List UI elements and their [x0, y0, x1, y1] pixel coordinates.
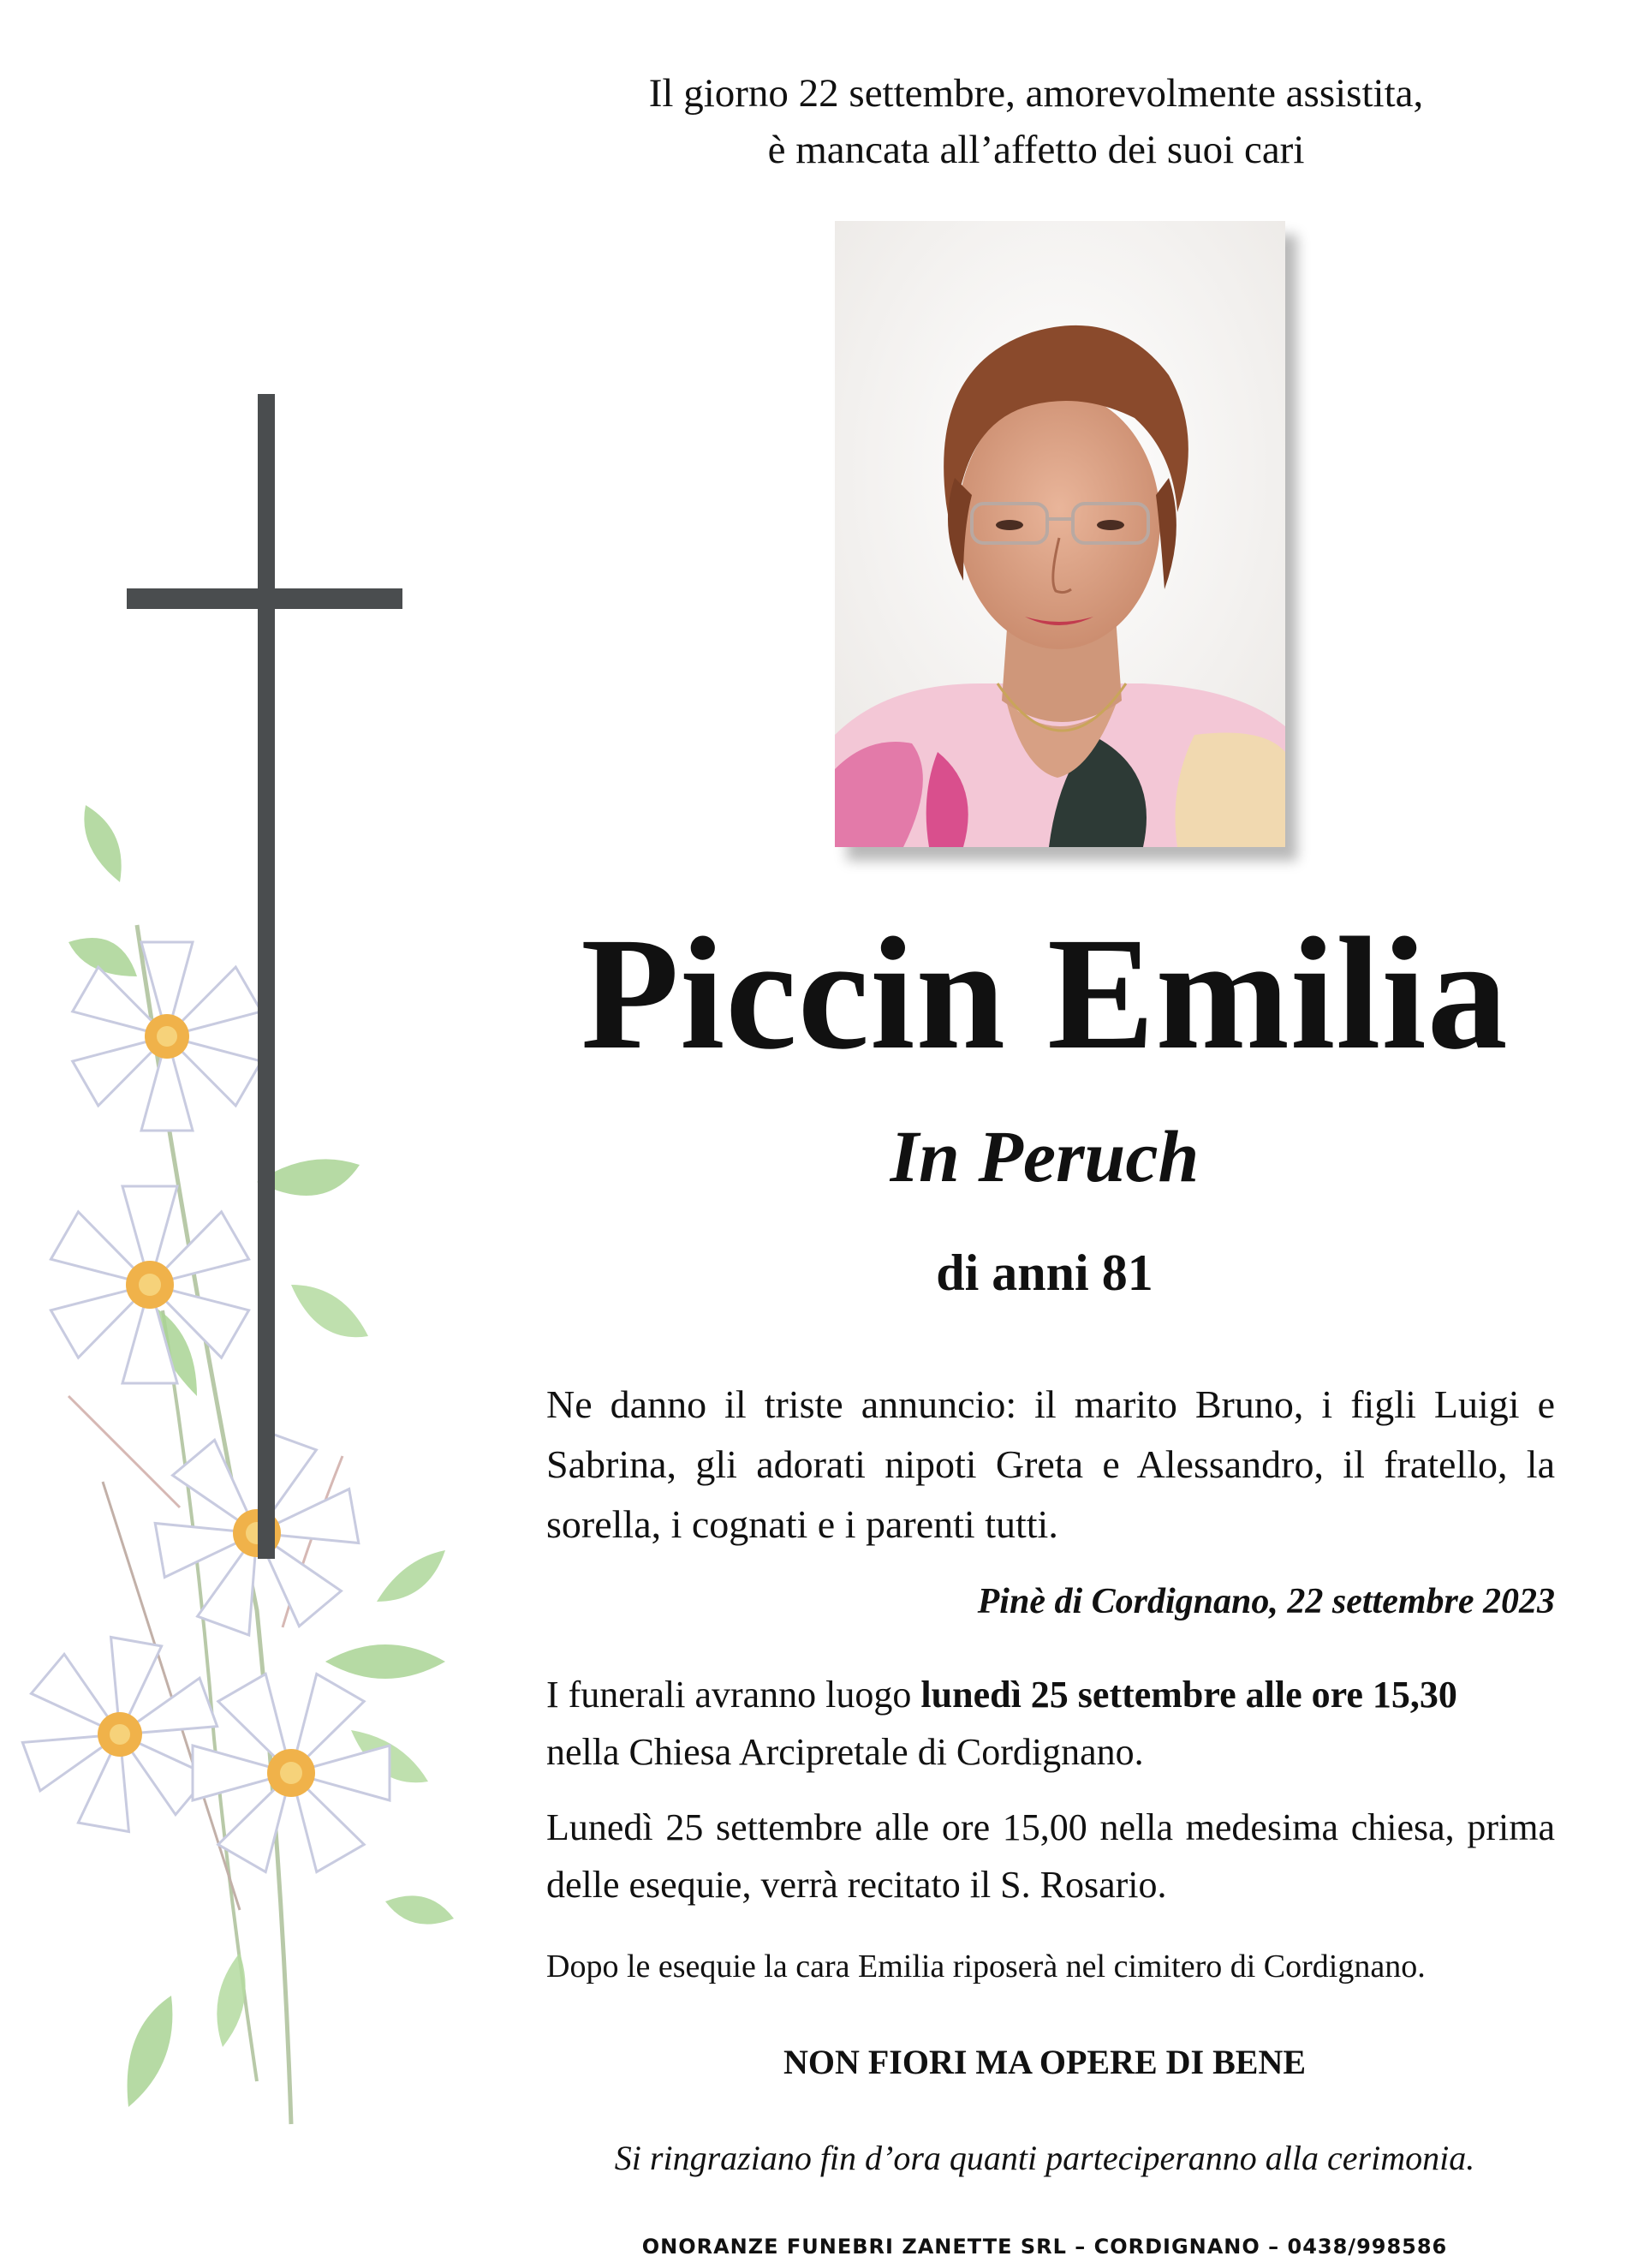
rosary-paragraph: Lunedì 25 settembre alle ore 15,00 nella medesima chiesa, prima delle esequie, verrà recitato il S. Rosario. [546, 1806, 1555, 1906]
intro-line-2: è mancata all’affetto dei suoi cari [767, 128, 1305, 172]
funeral-location: nella Chiesa Arcipretale di Cordignano. [546, 1731, 1144, 1773]
rosary-info [546, 1799, 1555, 1913]
deceased-age: di anni 81 [936, 1244, 1153, 1301]
place-date: Pinè di Cordignano, 22 settembre 2023 [977, 1582, 1555, 1621]
announcement-paragraph: Ne danno il triste annuncio: il marito Bruno, i figli Luigi e Sabrina, gli adorati nipoti Greta e Alessandro, il fratello, la sorella, i cognati e i parenti tutti. [546, 1382, 1555, 1546]
funeral-datetime: lunedì 25 settembre alle ore 15,30 [920, 1674, 1457, 1716]
funeral-info [546, 1666, 1555, 1781]
burial-info: Dopo le esequie la cara Emilia riposerà nel cimitero di Cordignano. [546, 1949, 1426, 1984]
married-name: In Peruch [890, 1115, 1200, 1197]
deceased-name: Piccin Emilia [581, 904, 1509, 1083]
thanks-text: Si ringraziano fin d’ora quanti parteciperanno alla cerimonia. [614, 2139, 1475, 2177]
announcement-text [546, 1375, 1555, 1555]
cross-flowers-decoration [0, 325, 548, 2210]
no-flowers-notice: NON FIORI MA OPERE DI BENE [783, 2043, 1307, 2081]
funeral-line-1 [546, 1666, 1555, 1723]
funeral-home-footer: ONORANZE FUNEBRI ZANETTE SRL – CORDIGNANO – 0438/998586 [641, 2235, 1448, 2259]
intro-text [565, 65, 1507, 178]
funeral-prefix: I funerali avranno luogo [546, 1674, 921, 1716]
intro-line-1: Il giorno 22 settembre, amorevolmente assistita, [648, 71, 1424, 116]
portrait-photo [835, 221, 1285, 847]
lily-flowers-icon [22, 805, 454, 2124]
